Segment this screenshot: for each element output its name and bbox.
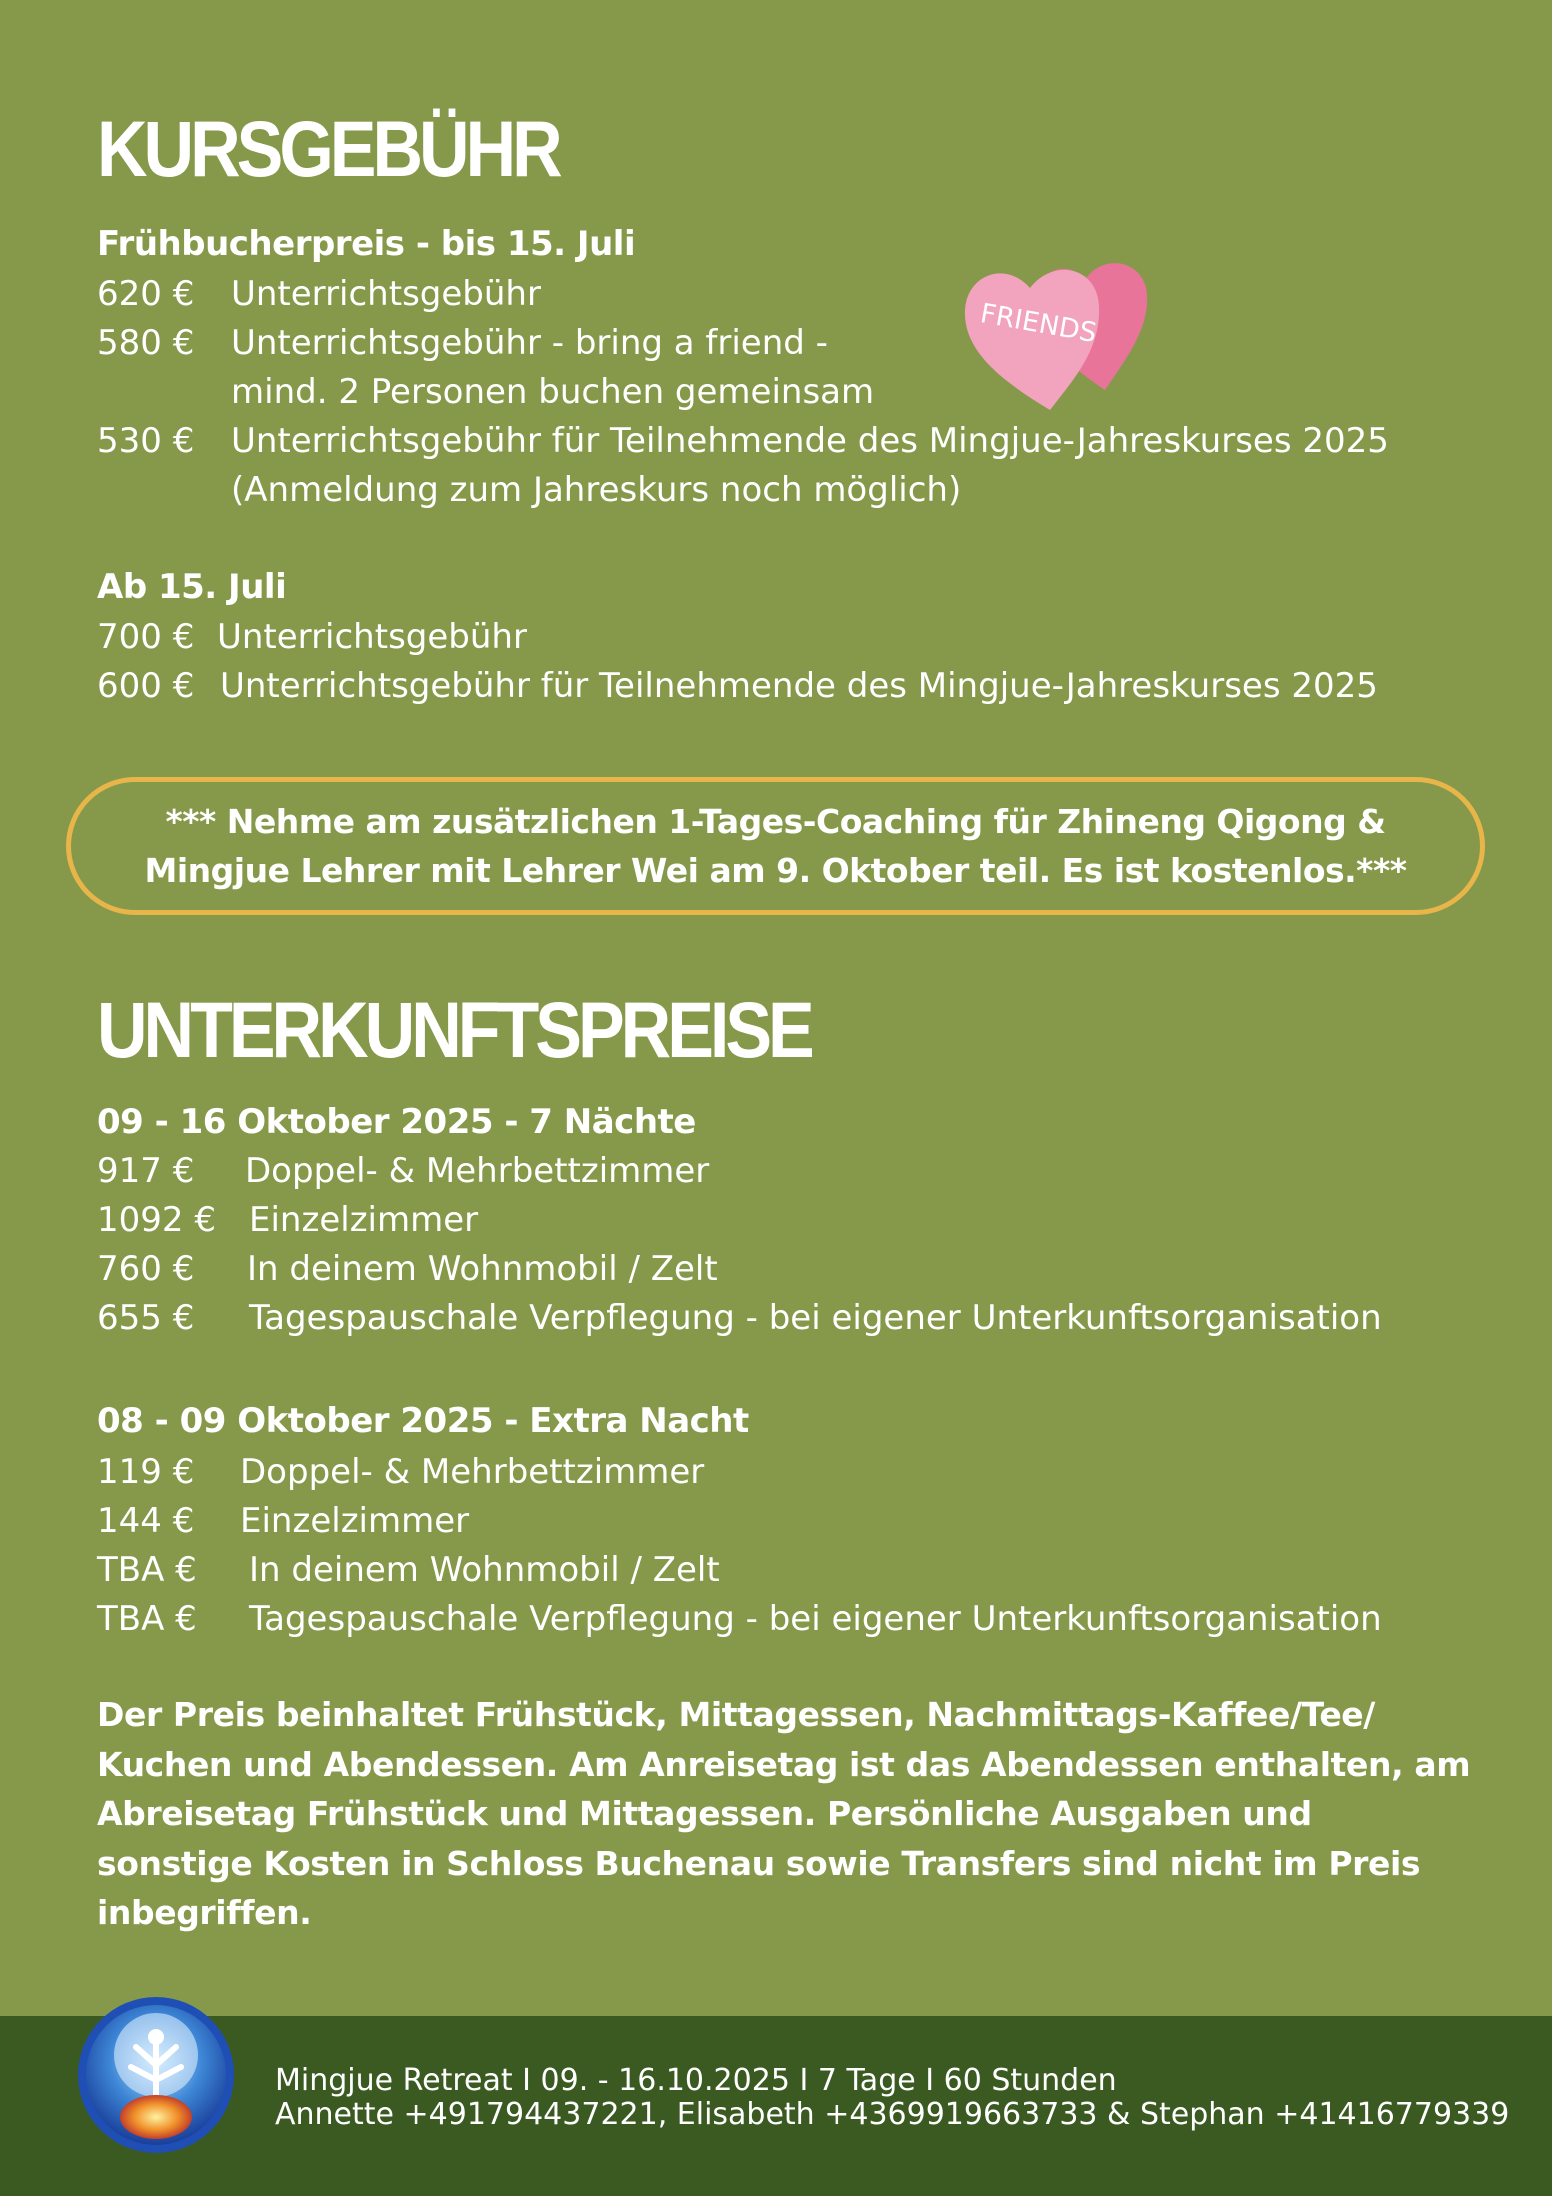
price: 144 € — [97, 1501, 195, 1541]
price: 1092 € — [97, 1200, 216, 1240]
price: 600 € — [97, 666, 195, 706]
coaching-note-text: *** Nehme am zusätzlichen 1-Tages-Coaching für Zhineng Qigong & Mingjue Lehrer mit Lehrer Wei am 9. Oktober teil. Es ist kostenlos.*** — [144, 802, 1407, 890]
period-heading: 09 - 16 Oktober 2025 - 7 Nächte — [97, 1102, 696, 1142]
price-description: Doppel- & Mehrbettzimmer — [240, 1452, 705, 1492]
price-description: Unterrichtsgebühr — [217, 617, 527, 657]
early-bird-heading: Frühbucherpreis - bis 15. Juli — [97, 224, 636, 264]
price-description: Unterrichtsgebühr für Teilnehmende des Mingjue-Jahreskurses 2025 — [231, 421, 1389, 461]
price: TBA € — [97, 1550, 197, 1590]
price: 620 € — [97, 274, 195, 314]
accommodation-title: UNTERKUNFTSPREISE — [97, 986, 811, 1074]
price: 700 € — [97, 617, 195, 657]
price-description: Unterrichtsgebühr - bring a friend - — [231, 323, 828, 363]
footer-retreat-info: Mingjue Retreat I 09. - 16.10.2025 I 7 Tage I 60 Stunden — [275, 2063, 1117, 2098]
price-description: (Anmeldung zum Jahreskurs noch möglich) — [231, 470, 962, 510]
price-description: Einzelzimmer — [249, 1200, 479, 1240]
friends-hearts-icon — [955, 240, 1195, 420]
course-fee-title: KURSGEBÜHR — [97, 105, 559, 193]
price-description: Unterrichtsgebühr für Teilnehmende des Mingjue-Jahreskurses 2025 — [220, 666, 1378, 706]
price-description: Unterrichtsgebühr — [231, 274, 541, 314]
coaching-note-box — [66, 777, 1485, 915]
price: 580 € — [97, 323, 195, 363]
price-description: In deinem Wohnmobil / Zelt — [249, 1550, 720, 1590]
tree-of-life-logo-icon — [76, 1995, 236, 2155]
price-description: Einzelzimmer — [240, 1501, 470, 1541]
late-price-heading: Ab 15. Juli — [97, 567, 287, 607]
price: 655 € — [97, 1298, 195, 1338]
price: TBA € — [97, 1599, 197, 1639]
footer-contacts: Annette +491794437221, Elisabeth +4369919663733 & Stephan +41416779339 — [275, 2097, 1510, 2132]
price-description: In deinem Wohnmobil / Zelt — [247, 1249, 718, 1289]
price: 760 € — [97, 1249, 195, 1289]
price: 119 € — [97, 1452, 195, 1492]
price: 917 € — [97, 1151, 195, 1191]
price-description: mind. 2 Personen buchen gemeinsam — [231, 372, 875, 412]
price-description: Doppel- & Mehrbettzimmer — [245, 1151, 710, 1191]
included-info-paragraph: Der Preis beinhaltet Frühstück, Mittagessen, Nachmittags-Kaffee/Tee/ Kuchen und Abendessen. Am Anreisetag ist das Abendessen enthalten, am Abreisetag Frühstück und Mittagessen. Persönliche Ausgaben und sonstige Kosten in Schloss Buchenau sowie Transfers sind nicht im Preis inbegriffen. — [97, 1695, 1471, 1932]
price-description: Tagespauschale Verpflegung - bei eigener Unterkunftsorganisation — [249, 1298, 1382, 1338]
price: 530 € — [97, 421, 195, 461]
period-heading: 08 - 09 Oktober 2025 - Extra Nacht — [97, 1401, 749, 1441]
price-description: Tagespauschale Verpflegung - bei eigener Unterkunftsorganisation — [249, 1599, 1382, 1639]
friends-sticker-text: FRIENDS — [977, 298, 1100, 350]
